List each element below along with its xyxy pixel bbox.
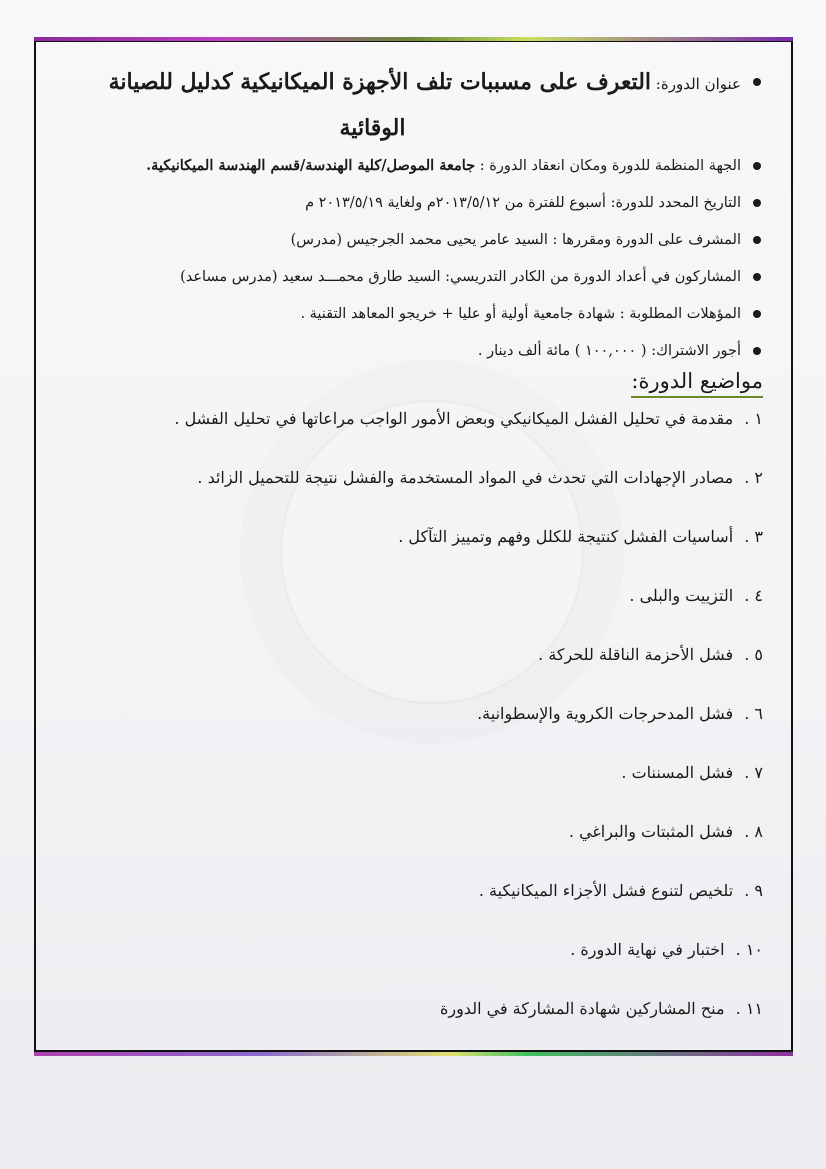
organizer-value: جامعة الموصل/كلية الهندسة/قسم الهندسة الميكانيكية.	[146, 157, 476, 174]
topic-number: ٣ .	[744, 527, 763, 546]
organizer-item	[64, 156, 763, 176]
topic-text: تلخيص لتنوع فشل الأجزاء الميكانيكية .	[478, 881, 734, 900]
topic-item	[64, 703, 763, 725]
document-content	[64, 60, 763, 1057]
dates-value: أسبوع للفترة من ٢٠١٣/٥/١٢م ولغاية ٢٠١٣/٥/١٩ م	[305, 195, 606, 211]
participants-item	[64, 267, 763, 287]
topic-text: منح المشاركين شهادة المشاركة في الدورة	[439, 999, 725, 1018]
topic-number: ٧ .	[744, 763, 763, 782]
dates-item	[64, 193, 763, 213]
fees-value: ( ١٠٠,٠٠٠ ) مائة ألف دينار .	[477, 343, 647, 359]
course-title-item	[64, 60, 763, 150]
topic-text: فشل المثبتات والبراغي .	[568, 822, 734, 841]
course-title-label: عنوان الدورة:	[655, 75, 741, 93]
course-title-continuation: الوقائية	[339, 115, 406, 141]
topic-item	[64, 408, 763, 430]
topic-number: ٤ .	[744, 586, 763, 605]
participants-value: السيد طارق محمـــد سعيد (مدرس مساعد)	[180, 269, 441, 285]
course-title-value: التعرف على مسببات تلف الأجهزة الميكانيكية كدليل للصيانة	[108, 69, 652, 95]
topic-number: ١١ .	[735, 999, 763, 1018]
topics-list	[64, 408, 763, 1020]
topic-text: فشل المسننات .	[621, 763, 734, 782]
topic-item	[64, 644, 763, 666]
qualifications-value: شهادة جامعية أولية أو عليا + خريجو المعاهد التقنية .	[300, 306, 616, 322]
course-info-list	[64, 60, 763, 361]
topic-item	[64, 821, 763, 843]
bullet-icon	[753, 236, 761, 244]
qualifications-item	[64, 304, 763, 324]
participants-label: المشاركون في أعداد الدورة من الكادر التدريسي:	[445, 269, 741, 285]
topic-text: فشل المدحرجات الكروية والإسطوانية.	[477, 704, 734, 723]
topic-item	[64, 939, 763, 961]
topic-item	[64, 526, 763, 548]
topic-number: ٥ .	[744, 645, 763, 664]
bullet-icon	[753, 162, 761, 170]
bullet-icon	[753, 347, 761, 355]
topic-item	[64, 998, 763, 1020]
document-frame	[34, 40, 793, 1052]
qualifications-label: المؤهلات المطلوبة :	[619, 306, 741, 322]
supervisor-label: المشرف على الدورة ومقررها :	[552, 232, 741, 248]
topic-number: ٢ .	[744, 468, 763, 487]
topic-number: ٦ .	[744, 704, 763, 723]
topic-number: ٩ .	[744, 881, 763, 900]
topic-item	[64, 467, 763, 489]
topic-text: أساسيات الفشل كنتيجة للكلل وفهم وتمييز التآكل .	[398, 527, 734, 546]
topic-text: فشل الأحزمة الناقلة للحركة .	[538, 645, 734, 664]
topic-text: اختبار في نهاية الدورة .	[570, 940, 725, 959]
bullet-icon	[753, 273, 761, 281]
bullet-icon	[753, 199, 761, 207]
topic-item	[64, 585, 763, 607]
fees-label: أجور الاشتراك:	[651, 343, 741, 359]
topic-item	[64, 880, 763, 902]
bullet-icon	[753, 310, 761, 318]
topic-item	[64, 762, 763, 784]
topic-number: ٨ .	[744, 822, 763, 841]
topic-text: مصادر الإجهادات التي تحدث في المواد المستخدمة والفشل نتيجة للتحميل الزائد .	[197, 468, 734, 487]
organizer-label: الجهة المنظمة للدورة ومكان انعقاد الدورة :	[479, 158, 741, 174]
topic-number: ١ .	[744, 409, 763, 428]
topic-text: التزييت والبلى .	[629, 586, 734, 605]
topic-text: مقدمة في تحليل الفشل الميكانيكي وبعض الأمور الواجب مراعاتها في تحليل الفشل .	[174, 409, 734, 428]
supervisor-item	[64, 230, 763, 250]
dates-label: التاريخ المحدد للدورة:	[610, 195, 741, 211]
topic-number: ١٠ .	[735, 940, 763, 959]
supervisor-value: السيد عامر يحيى محمد الجرجيس (مدرس)	[290, 232, 548, 248]
fees-item	[64, 341, 763, 361]
topics-heading: مواضيع الدورة:	[631, 369, 763, 398]
bullet-icon	[753, 78, 761, 86]
